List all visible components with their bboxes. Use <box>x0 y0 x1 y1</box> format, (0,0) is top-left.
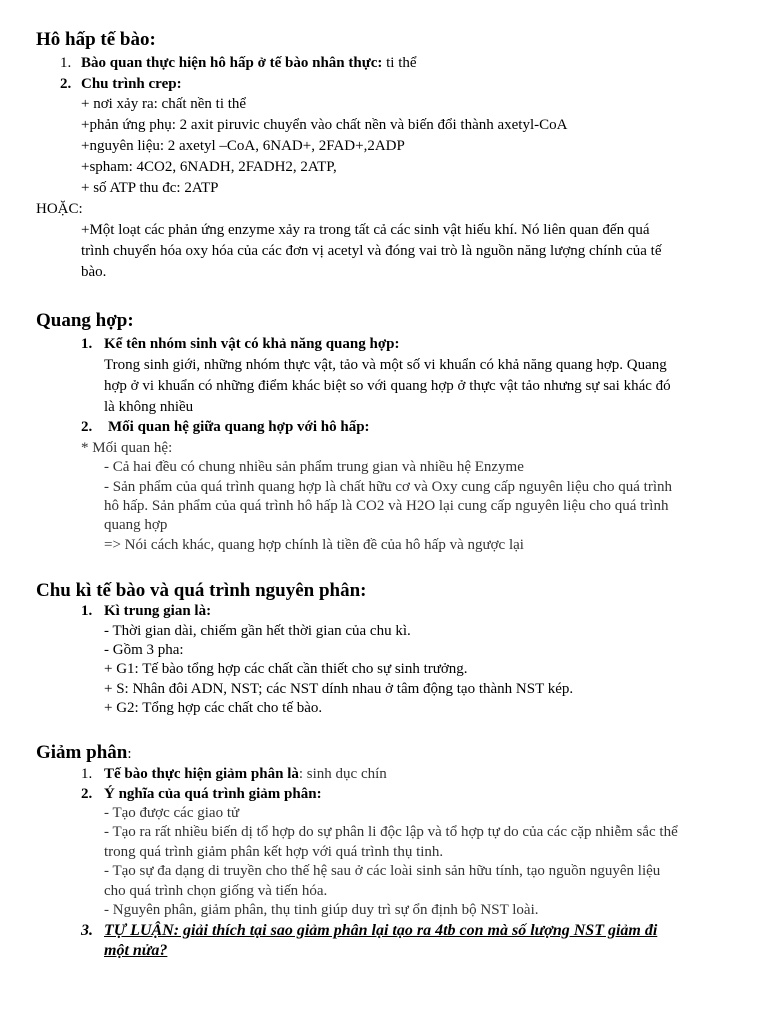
text-line: - Tạo được các giao tử <box>104 805 240 821</box>
essay-question-line: một nửa? <box>104 942 168 959</box>
text-line: - Thời gian dài, chiếm gần hết thời gian của chu kì. <box>104 623 411 639</box>
text-line: => Nói cách khác, quang hợp chính là tiền đề của hô hấp và ngược lại <box>104 537 524 553</box>
list-number: 3. <box>81 922 93 939</box>
text-line: +nguyên liệu: 2 axetyl –CoA, 6NAD+, 2FAD+,2ADP <box>81 138 405 154</box>
or-label: HOẶC: <box>36 201 83 217</box>
item-label: Ý nghĩa của quá trình giảm phân: <box>104 786 322 802</box>
text-line: - Tạo ra rất nhiều biến dị tổ hợp do sự phân li độc lập và tổ hợp tự do của các cặp nhiễm sắc thể <box>104 824 678 840</box>
item-label: Tế bào thực hiện giảm phân là <box>104 766 299 782</box>
title-text: Giảm phân <box>36 742 128 763</box>
text-line: hô hấp. Sản phẩm của quá trình hô hấp là CO2 và H2O lại cung cấp nguyên liệu cho quá trình <box>104 498 669 514</box>
text-line: - Gồm 3 pha: <box>104 642 184 658</box>
text-line: hợp ở vi khuẩn có những điểm khác biệt so với quang hợp ở thực vật tảo nhưng sự sai khác đó <box>104 378 671 394</box>
item-label: Kì trung gian là: <box>104 603 212 619</box>
text-line: + G1: Tế bào tổng hợp các chất cần thiết cho sự sinh trưởng. <box>104 661 468 677</box>
list-number: 1. <box>81 336 93 352</box>
text-line: - Cả hai đều có chung nhiều sản phẩm trung gian và nhiều hệ Enzyme <box>104 459 524 475</box>
text-line: +phản ứng phụ: 2 axit piruvic chuyển vào chất nền và biến đổi thành axetyl-CoA <box>81 117 568 133</box>
list-number: 1. <box>81 603 93 619</box>
item-label: Chu trình crep: <box>81 76 182 92</box>
text-line: là không nhiều <box>104 399 194 415</box>
text-line: Trong sinh giới, những nhóm thực vật, tảo và một số vi khuẩn có khả năng quang hợp. Quang <box>104 357 667 373</box>
list-item <box>104 765 387 783</box>
section-title-ho-hap: Hô hấp tế bào: <box>36 29 156 50</box>
text-line: + nơi xảy ra: chất nền ti thể <box>81 96 247 112</box>
list-number: 2. <box>60 76 72 92</box>
text-line: - Sản phẩm của quá trình quang hợp là chất hữu cơ và Oxy cung cấp nguyên liệu cho quá trình <box>104 479 673 495</box>
text-line: - Nguyên phân, giảm phân, thụ tinh giúp duy trì sự ổn định bộ NST loài. <box>104 902 539 918</box>
text-line: +Một loạt các phản ứng enzyme xảy ra trong tất cả các sinh vật hiếu khí. Nó liên quan đến quá <box>81 222 650 238</box>
item-label: Mối quan hệ giữa quang hợp với hô hấp: <box>108 419 370 435</box>
text-line: cho quá trình chọn giống và tiến hóa. <box>104 883 328 899</box>
text-line: +spham: 4CO2, 6NADH, 2FADH2, 2ATP, <box>81 159 337 175</box>
list-number: 1. <box>60 55 72 71</box>
text-line: - Tạo sự đa dạng di truyền cho thế hệ sau ở các loài sinh sản hữu tính, tạo nguồn nguyên liệu <box>104 863 661 879</box>
item-label: Kể tên nhóm sinh vật có khả năng quang hợp: <box>104 336 400 352</box>
list-item <box>81 54 417 72</box>
title-colon: : <box>127 746 132 762</box>
essay-question-line: TỰ LUẬN: giải thích tại sao giảm phân lại tạo ra 4tb con mà số lượng NST giảm đi <box>104 922 658 939</box>
list-number: 1. <box>81 766 93 782</box>
text-line: quang hợp <box>104 517 168 533</box>
text-line: bào. <box>81 264 107 280</box>
item-value: : sinh dục chín <box>298 766 387 782</box>
section-title-chu-ki: Chu kì tế bào và quá trình nguyên phân: <box>36 580 367 601</box>
list-number: 2. <box>81 419 93 435</box>
text-line: + số ATP thu đc: 2ATP <box>81 180 219 196</box>
text-line: + G2: Tổng hợp các chất cho tế bào. <box>104 700 323 716</box>
item-label: Bào quan thực hiện hô hấp ở tế bào nhân thực: <box>81 55 383 71</box>
text-line: trong quá trình giảm phân kết hợp với quá trình thụ tinh. <box>104 844 444 860</box>
list-number: 2. <box>81 786 93 802</box>
relation-label: * Mối quan hệ: <box>81 440 173 456</box>
item-value: ti thể <box>382 55 417 71</box>
text-line: trình chuyển hóa oxy hóa của các đơn vị acetyl và đóng vai trò là nguồn năng lượng chính của tế <box>81 243 662 259</box>
section-title-quang-hop: Quang hợp: <box>36 310 134 331</box>
section-title-giam-phan <box>36 742 132 765</box>
text-line: + S: Nhân đôi ADN, NST; các NST dính nhau ở tâm động tạo thành NST kép. <box>104 681 574 697</box>
